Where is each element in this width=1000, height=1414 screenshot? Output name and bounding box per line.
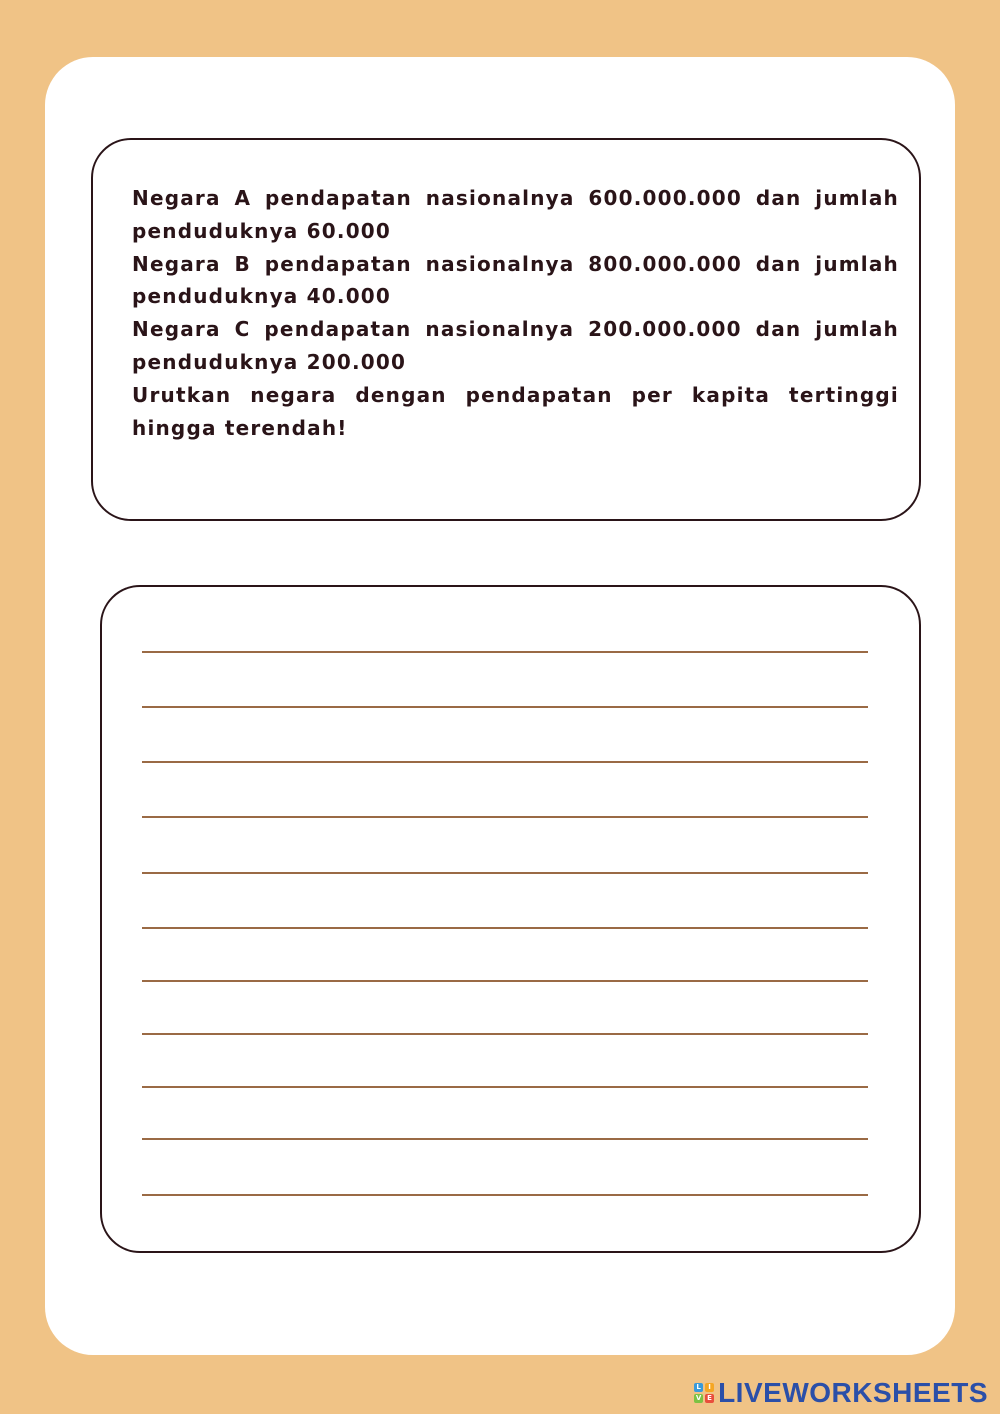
- question-text: [132, 182, 899, 444]
- answer-line[interactable]: [142, 1086, 868, 1088]
- answer-line[interactable]: [142, 980, 868, 982]
- logo-letter-l: L: [694, 1383, 703, 1392]
- answer-box[interactable]: [100, 585, 921, 1253]
- answer-line[interactable]: [142, 651, 868, 653]
- answer-line[interactable]: [142, 1138, 868, 1140]
- answer-line[interactable]: [142, 1033, 868, 1035]
- logo-letter-e: E: [705, 1394, 714, 1403]
- question-line-instruction: Urutkan negara dengan pendapatan per kapita tertinggi hingga terendah!: [132, 382, 899, 440]
- liveworksheets-logo-icon: [694, 1383, 714, 1403]
- answer-line[interactable]: [142, 872, 868, 874]
- answer-line[interactable]: [142, 706, 868, 708]
- brand-name: LIVEWORKSHEETS: [718, 1377, 988, 1408]
- question-line-country-a: Negara A pendapatan nasionalnya 600.000.000 dan jumlah penduduknya 60.000: [132, 186, 899, 243]
- logo-letter-i: I: [705, 1383, 714, 1392]
- answer-line[interactable]: [142, 761, 868, 763]
- question-line-country-c: Negara C pendapatan nasionalnya 200.000.000 dan jumlah penduduknya 200.000: [132, 317, 899, 374]
- liveworksheets-brand[interactable]: [694, 1378, 988, 1408]
- answer-line[interactable]: [142, 816, 868, 818]
- answer-line[interactable]: [142, 927, 868, 929]
- answer-line[interactable]: [142, 1194, 868, 1196]
- question-line-country-b: Negara B pendapatan nasionalnya 800.000.000 dan jumlah penduduknya 40.000: [132, 251, 899, 309]
- logo-letter-v: V: [695, 1394, 702, 1402]
